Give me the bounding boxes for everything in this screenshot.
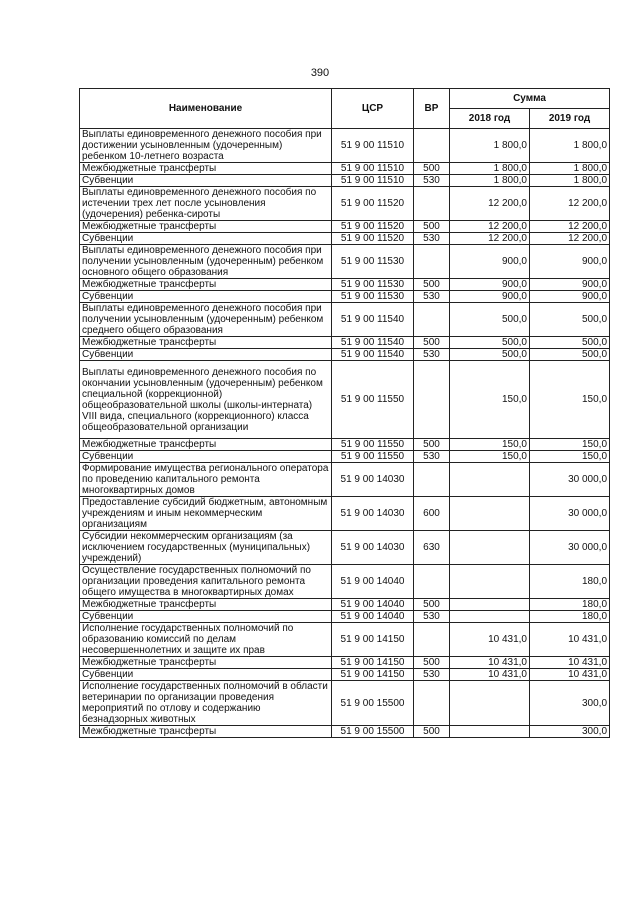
row-vr-cell: 500 [414,439,450,451]
row-name-cell: Межбюджетные трансферты [80,657,332,669]
row-2019-cell: 180,0 [530,611,610,623]
table-row [80,565,610,599]
row-name-cell: Межбюджетные трансферты [80,337,332,349]
row-csr-cell: 51 9 00 11510 [332,129,414,163]
budget-table [79,88,610,738]
row-2019-cell: 10 431,0 [530,669,610,681]
row-name-cell: Выплаты единовременного денежного пособия по окончании усыновленным (удочеренным) ребенком специальной (коррекционной) общеобразовательной школы (школы-интерната) VIII вида, специального (коррекционного) класса общеобразовательной организации [80,361,332,439]
row-vr-cell [414,681,450,726]
row-vr-cell: 500 [414,599,450,611]
table-row [80,175,610,187]
row-2018-cell: 12 200,0 [450,233,530,245]
row-2019-cell: 12 200,0 [530,221,610,233]
row-2018-cell: 900,0 [450,279,530,291]
row-name-cell: Субвенции [80,669,332,681]
row-2019-cell: 1 800,0 [530,129,610,163]
row-name-cell: Межбюджетные трансферты [80,279,332,291]
row-name-cell: Субвенции [80,291,332,303]
row-vr-cell: 530 [414,233,450,245]
table-row [80,681,610,726]
row-vr-cell [414,303,450,337]
row-2018-cell: 10 431,0 [450,657,530,669]
row-2018-cell [450,611,530,623]
header-csr: ЦСР [332,89,414,129]
row-2019-cell: 12 200,0 [530,187,610,221]
row-name-cell: Субвенции [80,175,332,187]
table-row [80,163,610,175]
header-year-2019: 2019 год [530,109,610,129]
row-2018-cell [450,726,530,738]
row-csr-cell: 51 9 00 11530 [332,245,414,279]
row-2019-cell: 1 800,0 [530,175,610,187]
row-2018-cell: 150,0 [450,439,530,451]
row-vr-cell [414,565,450,599]
table-row [80,361,610,439]
row-name-cell: Выплаты единовременного денежного пособия при получении усыновленным (удочеренным) ребенком среднего общего образования [80,303,332,337]
header-sum: Сумма [450,89,610,109]
row-csr-cell: 51 9 00 11530 [332,291,414,303]
row-name-cell: Исполнение государственных полномочий по образованию комиссий по делам несовершеннолетних и защите их прав [80,623,332,657]
table-row [80,129,610,163]
row-2019-cell: 900,0 [530,291,610,303]
row-vr-cell: 530 [414,451,450,463]
table-row [80,187,610,221]
row-2018-cell [450,681,530,726]
row-name-cell: Исполнение государственных полномочий в области ветеринарии по организации проведения мероприятий по отлову и содержанию безнадзорных животных [80,681,332,726]
row-csr-cell: 51 9 00 14040 [332,599,414,611]
table-row [80,599,610,611]
row-name-cell: Осуществление государственных полномочий по организации проведения капитального ремонта общего имущества в многоквартирных домах [80,565,332,599]
row-vr-cell: 530 [414,349,450,361]
table-row [80,669,610,681]
row-name-cell: Межбюджетные трансферты [80,599,332,611]
row-vr-cell [414,623,450,657]
row-csr-cell: 51 9 00 11530 [332,279,414,291]
row-2019-cell: 12 200,0 [530,233,610,245]
row-2019-cell: 300,0 [530,726,610,738]
row-csr-cell: 51 9 00 14150 [332,669,414,681]
row-2019-cell: 1 800,0 [530,163,610,175]
table-row [80,291,610,303]
table-row [80,233,610,245]
row-vr-cell [414,187,450,221]
row-vr-cell: 630 [414,531,450,565]
row-csr-cell: 51 9 00 14150 [332,623,414,657]
table-row [80,623,610,657]
table-row [80,451,610,463]
row-name-cell: Выплаты единовременного денежного пособия при достижении усыновленным (удочеренным) ребенком 10-летнего возраста [80,129,332,163]
row-vr-cell [414,245,450,279]
row-vr-cell: 600 [414,497,450,531]
row-name-cell: Субвенции [80,233,332,245]
row-name-cell: Предоставление субсидий бюджетным, автономным учреждениям и иным некоммерческим организациям [80,497,332,531]
table-row [80,303,610,337]
row-2018-cell: 1 800,0 [450,175,530,187]
row-vr-cell: 530 [414,175,450,187]
row-csr-cell: 51 9 00 11510 [332,175,414,187]
row-2018-cell: 500,0 [450,303,530,337]
table-row [80,531,610,565]
table-row [80,657,610,669]
row-2019-cell: 500,0 [530,303,610,337]
row-2018-cell: 150,0 [450,361,530,439]
row-2018-cell [450,531,530,565]
row-vr-cell: 500 [414,279,450,291]
row-vr-cell [414,129,450,163]
table-body [80,129,610,738]
row-2018-cell: 12 200,0 [450,221,530,233]
row-csr-cell: 51 9 00 11550 [332,361,414,439]
row-csr-cell: 51 9 00 15500 [332,726,414,738]
row-2019-cell: 10 431,0 [530,623,610,657]
row-name-cell: Межбюджетные трансферты [80,163,332,175]
row-csr-cell: 51 9 00 11540 [332,337,414,349]
row-csr-cell: 51 9 00 15500 [332,681,414,726]
row-csr-cell: 51 9 00 11520 [332,187,414,221]
row-csr-cell: 51 9 00 11550 [332,451,414,463]
row-name-cell: Субвенции [80,349,332,361]
row-2019-cell: 900,0 [530,279,610,291]
table-row [80,726,610,738]
row-csr-cell: 51 9 00 11520 [332,233,414,245]
row-vr-cell [414,361,450,439]
row-2018-cell: 500,0 [450,349,530,361]
row-name-cell: Выплаты единовременного денежного пособия по истечении трех лет после усыновления (удочерения) ребенка-сироты [80,187,332,221]
row-csr-cell: 51 9 00 14030 [332,463,414,497]
table-row [80,221,610,233]
row-name-cell: Выплаты единовременного денежного пособия при получении усыновленным (удочеренным) ребенком основного общего образования [80,245,332,279]
row-2019-cell: 30 000,0 [530,497,610,531]
row-name-cell: Межбюджетные трансферты [80,726,332,738]
table-row [80,279,610,291]
row-2019-cell: 150,0 [530,451,610,463]
row-2019-cell: 10 431,0 [530,657,610,669]
table-row [80,439,610,451]
row-csr-cell: 51 9 00 11510 [332,163,414,175]
row-2018-cell [450,599,530,611]
row-2018-cell: 1 800,0 [450,129,530,163]
row-vr-cell [414,463,450,497]
row-2019-cell: 500,0 [530,349,610,361]
row-2019-cell: 300,0 [530,681,610,726]
row-2019-cell: 30 000,0 [530,531,610,565]
table-row [80,337,610,349]
row-csr-cell: 51 9 00 11540 [332,349,414,361]
header-year-2018: 2018 год [450,109,530,129]
row-name-cell: Субвенции [80,451,332,463]
row-2018-cell: 1 800,0 [450,163,530,175]
row-vr-cell: 500 [414,163,450,175]
row-2019-cell: 180,0 [530,565,610,599]
row-csr-cell: 51 9 00 11550 [332,439,414,451]
row-2018-cell [450,463,530,497]
row-2018-cell: 12 200,0 [450,187,530,221]
row-csr-cell: 51 9 00 14150 [332,657,414,669]
row-2019-cell: 150,0 [530,439,610,451]
row-name-cell: Межбюджетные трансферты [80,221,332,233]
row-vr-cell: 500 [414,221,450,233]
header-vr: ВР [414,89,450,129]
row-2019-cell: 500,0 [530,337,610,349]
row-name-cell: Формирование имущества регионального оператора по проведению капитального ремонта многоквартирных домов [80,463,332,497]
row-name-cell: Субсидии некоммерческим организациям (за исключением государственных (муниципальных) учреждений) [80,531,332,565]
row-csr-cell: 51 9 00 14040 [332,565,414,599]
row-csr-cell: 51 9 00 14040 [332,611,414,623]
header-name: Наименование [80,89,332,129]
row-2018-cell [450,565,530,599]
table-row [80,611,610,623]
row-vr-cell: 530 [414,611,450,623]
row-2018-cell [450,497,530,531]
row-2019-cell: 150,0 [530,361,610,439]
row-name-cell: Межбюджетные трансферты [80,439,332,451]
row-name-cell: Субвенции [80,611,332,623]
row-2019-cell: 900,0 [530,245,610,279]
row-2018-cell: 10 431,0 [450,623,530,657]
row-2019-cell: 30 000,0 [530,463,610,497]
row-2018-cell: 900,0 [450,291,530,303]
row-2018-cell: 150,0 [450,451,530,463]
row-vr-cell: 530 [414,291,450,303]
table-row [80,463,610,497]
row-csr-cell: 51 9 00 14030 [332,497,414,531]
row-vr-cell: 530 [414,669,450,681]
row-vr-cell: 500 [414,337,450,349]
row-csr-cell: 51 9 00 14030 [332,531,414,565]
row-2019-cell: 180,0 [530,599,610,611]
row-vr-cell: 500 [414,657,450,669]
page-number: 390 [310,67,330,79]
row-2018-cell: 500,0 [450,337,530,349]
table-row [80,245,610,279]
row-2018-cell: 900,0 [450,245,530,279]
row-2018-cell: 10 431,0 [450,669,530,681]
row-csr-cell: 51 9 00 11540 [332,303,414,337]
row-vr-cell: 500 [414,726,450,738]
row-csr-cell: 51 9 00 11520 [332,221,414,233]
table-row [80,497,610,531]
table-row [80,349,610,361]
